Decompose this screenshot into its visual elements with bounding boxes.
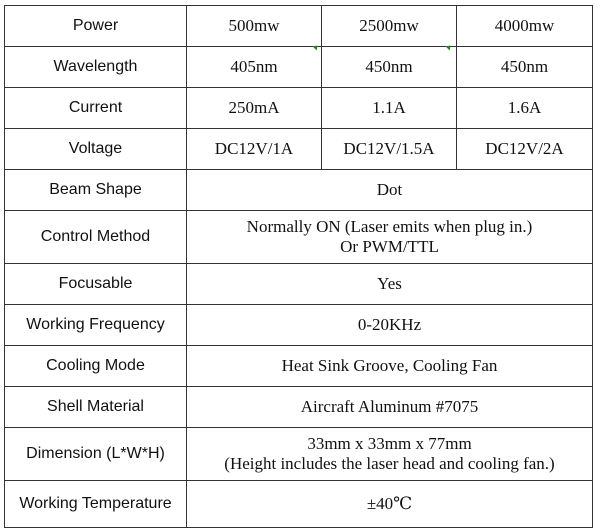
voltage-value-2: DC12V/1.5A: [322, 129, 457, 170]
power-value-3: 4000mw: [457, 6, 593, 47]
voltage-value-1: DC12V/1A: [187, 129, 322, 170]
table-row-beam-shape: [5, 170, 593, 211]
row-label-current: Current: [5, 88, 187, 129]
table-row-voltage: [5, 129, 593, 170]
table-row-working-temperature: [5, 481, 593, 528]
dimension-value: [187, 428, 593, 481]
wavelength-value-1: 405nm: [187, 47, 322, 88]
working-temperature-value: ±40℃: [187, 481, 593, 528]
table-row-working-frequency: [5, 305, 593, 346]
dimension-line-2: (Height includes the laser head and cooling fan.): [224, 454, 555, 473]
shell-material-value: Aircraft Aluminum #7075: [187, 387, 593, 428]
row-label-wavelength: Wavelength: [5, 47, 187, 88]
table-row-power: [5, 6, 593, 47]
row-label-voltage: Voltage: [5, 129, 187, 170]
power-value-1: 500mw: [187, 6, 322, 47]
dimension-line-1: 33mm x 33mm x 77mm: [307, 434, 472, 453]
current-value-1: 250mA: [187, 88, 322, 129]
table-row-current: [5, 88, 593, 129]
table-row-focusable: [5, 264, 593, 305]
table-row-cooling-mode: [5, 346, 593, 387]
row-label-beam-shape: Beam Shape: [5, 170, 187, 211]
cooling-mode-value: Heat Sink Groove, Cooling Fan: [187, 346, 593, 387]
table-row-shell-material: [5, 387, 593, 428]
specification-table: [4, 5, 593, 528]
control-method-line-1: Normally ON (Laser emits when plug in.): [246, 217, 533, 236]
row-label-working-frequency: Working Frequency: [5, 305, 187, 346]
wavelength-value-3: 450nm: [457, 47, 593, 88]
control-method-value: [187, 211, 593, 264]
table-row-control-method: [5, 211, 593, 264]
table-row-wavelength: [5, 47, 593, 88]
row-label-working-temperature: Working Temperature: [5, 481, 187, 528]
row-label-cooling-mode: Cooling Mode: [5, 346, 187, 387]
wavelength-value-2: 450nm: [322, 47, 457, 88]
focusable-value: Yes: [187, 264, 593, 305]
row-label-power: Power: [5, 6, 187, 47]
row-label-control-method: Control Method: [5, 211, 187, 264]
row-label-shell-material: Shell Material: [5, 387, 187, 428]
power-value-2: 2500mw: [322, 6, 457, 47]
row-label-focusable: Focusable: [5, 264, 187, 305]
table-row-dimension: [5, 428, 593, 481]
working-frequency-value: 0-20KHz: [187, 305, 593, 346]
row-label-dimension: Dimension (L*W*H): [5, 428, 187, 481]
control-method-line-2: Or PWM/TTL: [340, 237, 439, 256]
beam-shape-value: Dot: [187, 170, 593, 211]
current-value-2: 1.1A: [322, 88, 457, 129]
current-value-3: 1.6A: [457, 88, 593, 129]
voltage-value-3: DC12V/2A: [457, 129, 593, 170]
